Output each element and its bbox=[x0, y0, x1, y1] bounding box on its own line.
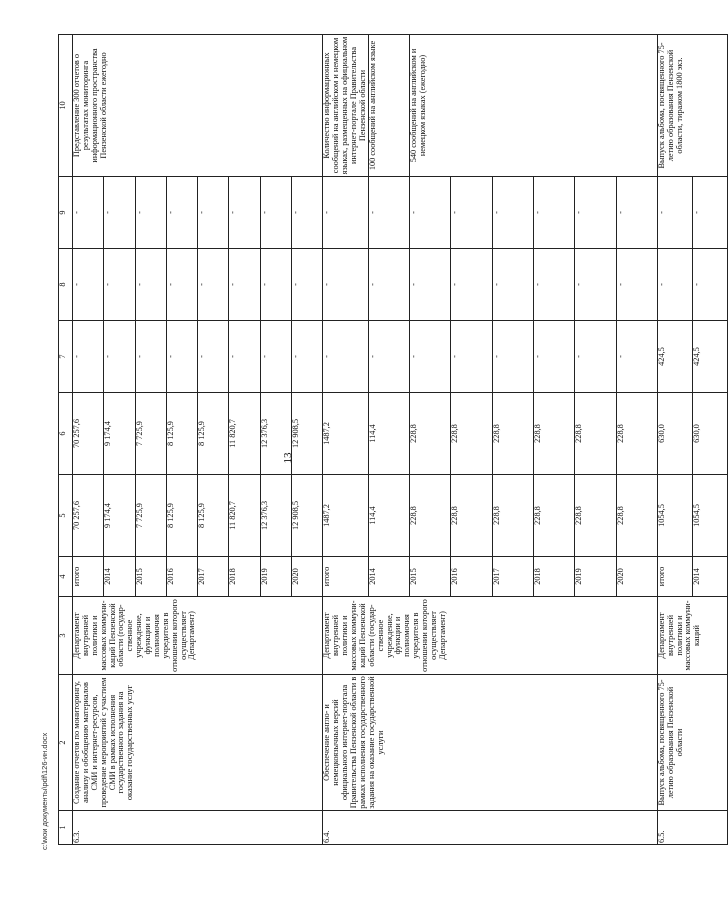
total-value: 114,4 bbox=[368, 475, 409, 557]
year-cell: 2016 bbox=[166, 557, 197, 597]
region-budget-value: 70 257,6 bbox=[73, 393, 104, 475]
table-row bbox=[657, 35, 692, 845]
total-value: 11 820,7 bbox=[229, 475, 260, 557]
other-value: - bbox=[575, 177, 616, 249]
local-value: - bbox=[135, 249, 166, 321]
item-number: 6.4. bbox=[323, 811, 657, 845]
year-cell: 2019 bbox=[260, 557, 291, 597]
year-cell: итого bbox=[323, 557, 368, 597]
total-value: 9 174,4 bbox=[104, 475, 135, 557]
executor: Департамент внутренней политики и массовых коммуни-каций Пензенской области (государ-ственное учреждение, функции и полномочия учредителя в отношении которого осуществляет Департамент) bbox=[73, 597, 323, 675]
year-cell: итого bbox=[657, 557, 692, 597]
year-cell: 2018 bbox=[229, 557, 260, 597]
other-value: - bbox=[323, 177, 368, 249]
total-value: 228,8 bbox=[616, 475, 657, 557]
region-budget-value: 630,0 bbox=[657, 393, 692, 475]
header-cell: 7 bbox=[59, 321, 73, 393]
federal-value: - bbox=[198, 321, 229, 393]
region-budget-value: 12 376,3 bbox=[260, 393, 291, 475]
year-cell: 2020 bbox=[616, 557, 657, 597]
federal-value: - bbox=[323, 321, 368, 393]
other-value: - bbox=[692, 177, 727, 249]
region-budget-value: 228,8 bbox=[616, 393, 657, 475]
header-cell: 6 bbox=[59, 393, 73, 475]
header-cell: 2 bbox=[59, 675, 73, 811]
federal-value: - bbox=[73, 321, 104, 393]
header-cell: 8 bbox=[59, 249, 73, 321]
executor: Департамент внутренней политики и массовых коммуни-каций bbox=[657, 597, 727, 675]
federal-value: - bbox=[410, 321, 451, 393]
event-name: Обеспечение англо- и немецкоязычных версий официального интернет-портала Правительства Пензенской области в рамках исполнения государственного задания на оказание государственной услуги bbox=[323, 675, 657, 811]
local-value: - bbox=[292, 249, 323, 321]
region-budget-value: 228,8 bbox=[533, 393, 574, 475]
header-cell: 3 bbox=[59, 597, 73, 675]
local-value: - bbox=[104, 249, 135, 321]
year-cell: 2014 bbox=[368, 557, 409, 597]
year-cell: 2015 bbox=[410, 557, 451, 597]
federal-value: - bbox=[292, 321, 323, 393]
local-value: - bbox=[575, 249, 616, 321]
region-budget-value: 114,4 bbox=[368, 393, 409, 475]
total-value: 8 125,9 bbox=[198, 475, 229, 557]
expected-result: 540 сообщений на английском и немецком языках (ежегодно) bbox=[410, 35, 658, 177]
local-value: - bbox=[368, 249, 409, 321]
federal-value: - bbox=[492, 321, 533, 393]
rotated-table-wrapper bbox=[58, 35, 702, 845]
file-path-footer: c:\мои документы\pdf\126-ин.docx bbox=[40, 732, 49, 850]
header-cell: 4 bbox=[59, 557, 73, 597]
federal-value: 424,5 bbox=[657, 321, 692, 393]
other-value: - bbox=[410, 177, 451, 249]
total-value: 228,8 bbox=[575, 475, 616, 557]
local-value: - bbox=[657, 249, 692, 321]
region-budget-value: 11 820,7 bbox=[229, 393, 260, 475]
event-name: Выпуск альбома, посвященного 75-летию образования Пензенской области bbox=[657, 675, 727, 811]
other-value: - bbox=[451, 177, 492, 249]
total-value: 12 908,5 bbox=[292, 475, 323, 557]
other-value: - bbox=[166, 177, 197, 249]
local-value: - bbox=[451, 249, 492, 321]
region-budget-value: 9 174,4 bbox=[104, 393, 135, 475]
total-value: 12 376,3 bbox=[260, 475, 291, 557]
other-value: - bbox=[616, 177, 657, 249]
other-value: - bbox=[198, 177, 229, 249]
header-cell: 9 bbox=[59, 177, 73, 249]
federal-value: - bbox=[104, 321, 135, 393]
local-value: - bbox=[198, 249, 229, 321]
federal-value: - bbox=[260, 321, 291, 393]
total-value: 228,8 bbox=[492, 475, 533, 557]
region-budget-value: 12 908,5 bbox=[292, 393, 323, 475]
total-value: 1487,2 bbox=[323, 475, 368, 557]
header-cell: 5 bbox=[59, 475, 73, 557]
item-number: 6.3. bbox=[73, 811, 323, 845]
region-budget-value: 228,8 bbox=[451, 393, 492, 475]
region-budget-value: 630,0 bbox=[692, 393, 727, 475]
year-cell: 2014 bbox=[692, 557, 727, 597]
federal-value: - bbox=[616, 321, 657, 393]
region-budget-value: 1487,2 bbox=[323, 393, 368, 475]
other-value: - bbox=[104, 177, 135, 249]
local-value: - bbox=[410, 249, 451, 321]
local-value: - bbox=[323, 249, 368, 321]
region-budget-value: 7 725,9 bbox=[135, 393, 166, 475]
federal-value: - bbox=[166, 321, 197, 393]
federal-value: - bbox=[135, 321, 166, 393]
program-table bbox=[58, 34, 728, 845]
region-budget-value: 8 125,9 bbox=[166, 393, 197, 475]
expected-result: Представление 300 отчетов о результатах мониторинга информационного пространства Пензенской области ежегодно bbox=[73, 35, 323, 177]
year-cell: 2019 bbox=[575, 557, 616, 597]
other-value: - bbox=[533, 177, 574, 249]
local-value: - bbox=[229, 249, 260, 321]
other-value: - bbox=[368, 177, 409, 249]
header-cell: 1 bbox=[59, 811, 73, 845]
header-row bbox=[59, 35, 73, 845]
other-value: - bbox=[135, 177, 166, 249]
region-budget-value: 228,8 bbox=[492, 393, 533, 475]
federal-value: - bbox=[368, 321, 409, 393]
executor: Департамент внутренней политики и массовых коммуни-каций Пензенской области (государ-ственное учреждение, функции и полномочия учредителя в отношении которого осуществляет Департамент) bbox=[323, 597, 657, 675]
region-budget-value: 228,8 bbox=[410, 393, 451, 475]
header-cell: 10 bbox=[59, 35, 73, 177]
year-cell: 2015 bbox=[135, 557, 166, 597]
total-value: 7 725,9 bbox=[135, 475, 166, 557]
other-value: - bbox=[492, 177, 533, 249]
total-value: 228,8 bbox=[533, 475, 574, 557]
federal-value: - bbox=[575, 321, 616, 393]
other-value: - bbox=[260, 177, 291, 249]
total-value: 228,8 bbox=[451, 475, 492, 557]
year-cell: 2017 bbox=[198, 557, 229, 597]
total-value: 1054,5 bbox=[657, 475, 692, 557]
federal-value: 424,5 bbox=[692, 321, 727, 393]
year-cell: 2020 bbox=[292, 557, 323, 597]
expected-result: 100 сообщений на английском языке bbox=[368, 35, 409, 177]
local-value: - bbox=[492, 249, 533, 321]
other-value: - bbox=[229, 177, 260, 249]
federal-value: - bbox=[451, 321, 492, 393]
region-budget-value: 228,8 bbox=[575, 393, 616, 475]
local-value: - bbox=[616, 249, 657, 321]
table-row bbox=[323, 35, 368, 845]
year-cell: 2017 bbox=[492, 557, 533, 597]
local-value: - bbox=[166, 249, 197, 321]
region-budget-value: 8 125,9 bbox=[198, 393, 229, 475]
total-value: 8 125,9 bbox=[166, 475, 197, 557]
total-value: 228,8 bbox=[410, 475, 451, 557]
year-cell: 2014 bbox=[104, 557, 135, 597]
local-value: - bbox=[533, 249, 574, 321]
other-value: - bbox=[657, 177, 692, 249]
year-cell: итого bbox=[73, 557, 104, 597]
event-name: Создание отчетов по мониторингу, анализу и обобщению материалов СМИ и интернет-ресурсов, проведение мероприятий с участием СМИ в рамках исполнения государственного задания на оказание государственных услуг bbox=[73, 675, 323, 811]
table-row bbox=[73, 35, 104, 845]
federal-value: - bbox=[533, 321, 574, 393]
federal-value: - bbox=[229, 321, 260, 393]
year-cell: 2016 bbox=[451, 557, 492, 597]
year-cell: 2018 bbox=[533, 557, 574, 597]
item-number: 6.5. bbox=[657, 811, 727, 845]
expected-result: Количество информационных сообщений на английском и немецком языках, размещенных на официальном интернет-портале Правительства Пензенской области bbox=[323, 35, 368, 177]
local-value: - bbox=[260, 249, 291, 321]
local-value: - bbox=[692, 249, 727, 321]
other-value: - bbox=[73, 177, 104, 249]
local-value: - bbox=[73, 249, 104, 321]
total-value: 1054,5 bbox=[692, 475, 727, 557]
expected-result: Выпуск альбома, посвященного 75-летию образования Пензенской области, тиражом 1800 экз. bbox=[657, 35, 727, 177]
other-value: - bbox=[292, 177, 323, 249]
page-number: 13 bbox=[282, 452, 294, 464]
total-value: 70 257,6 bbox=[73, 475, 104, 557]
